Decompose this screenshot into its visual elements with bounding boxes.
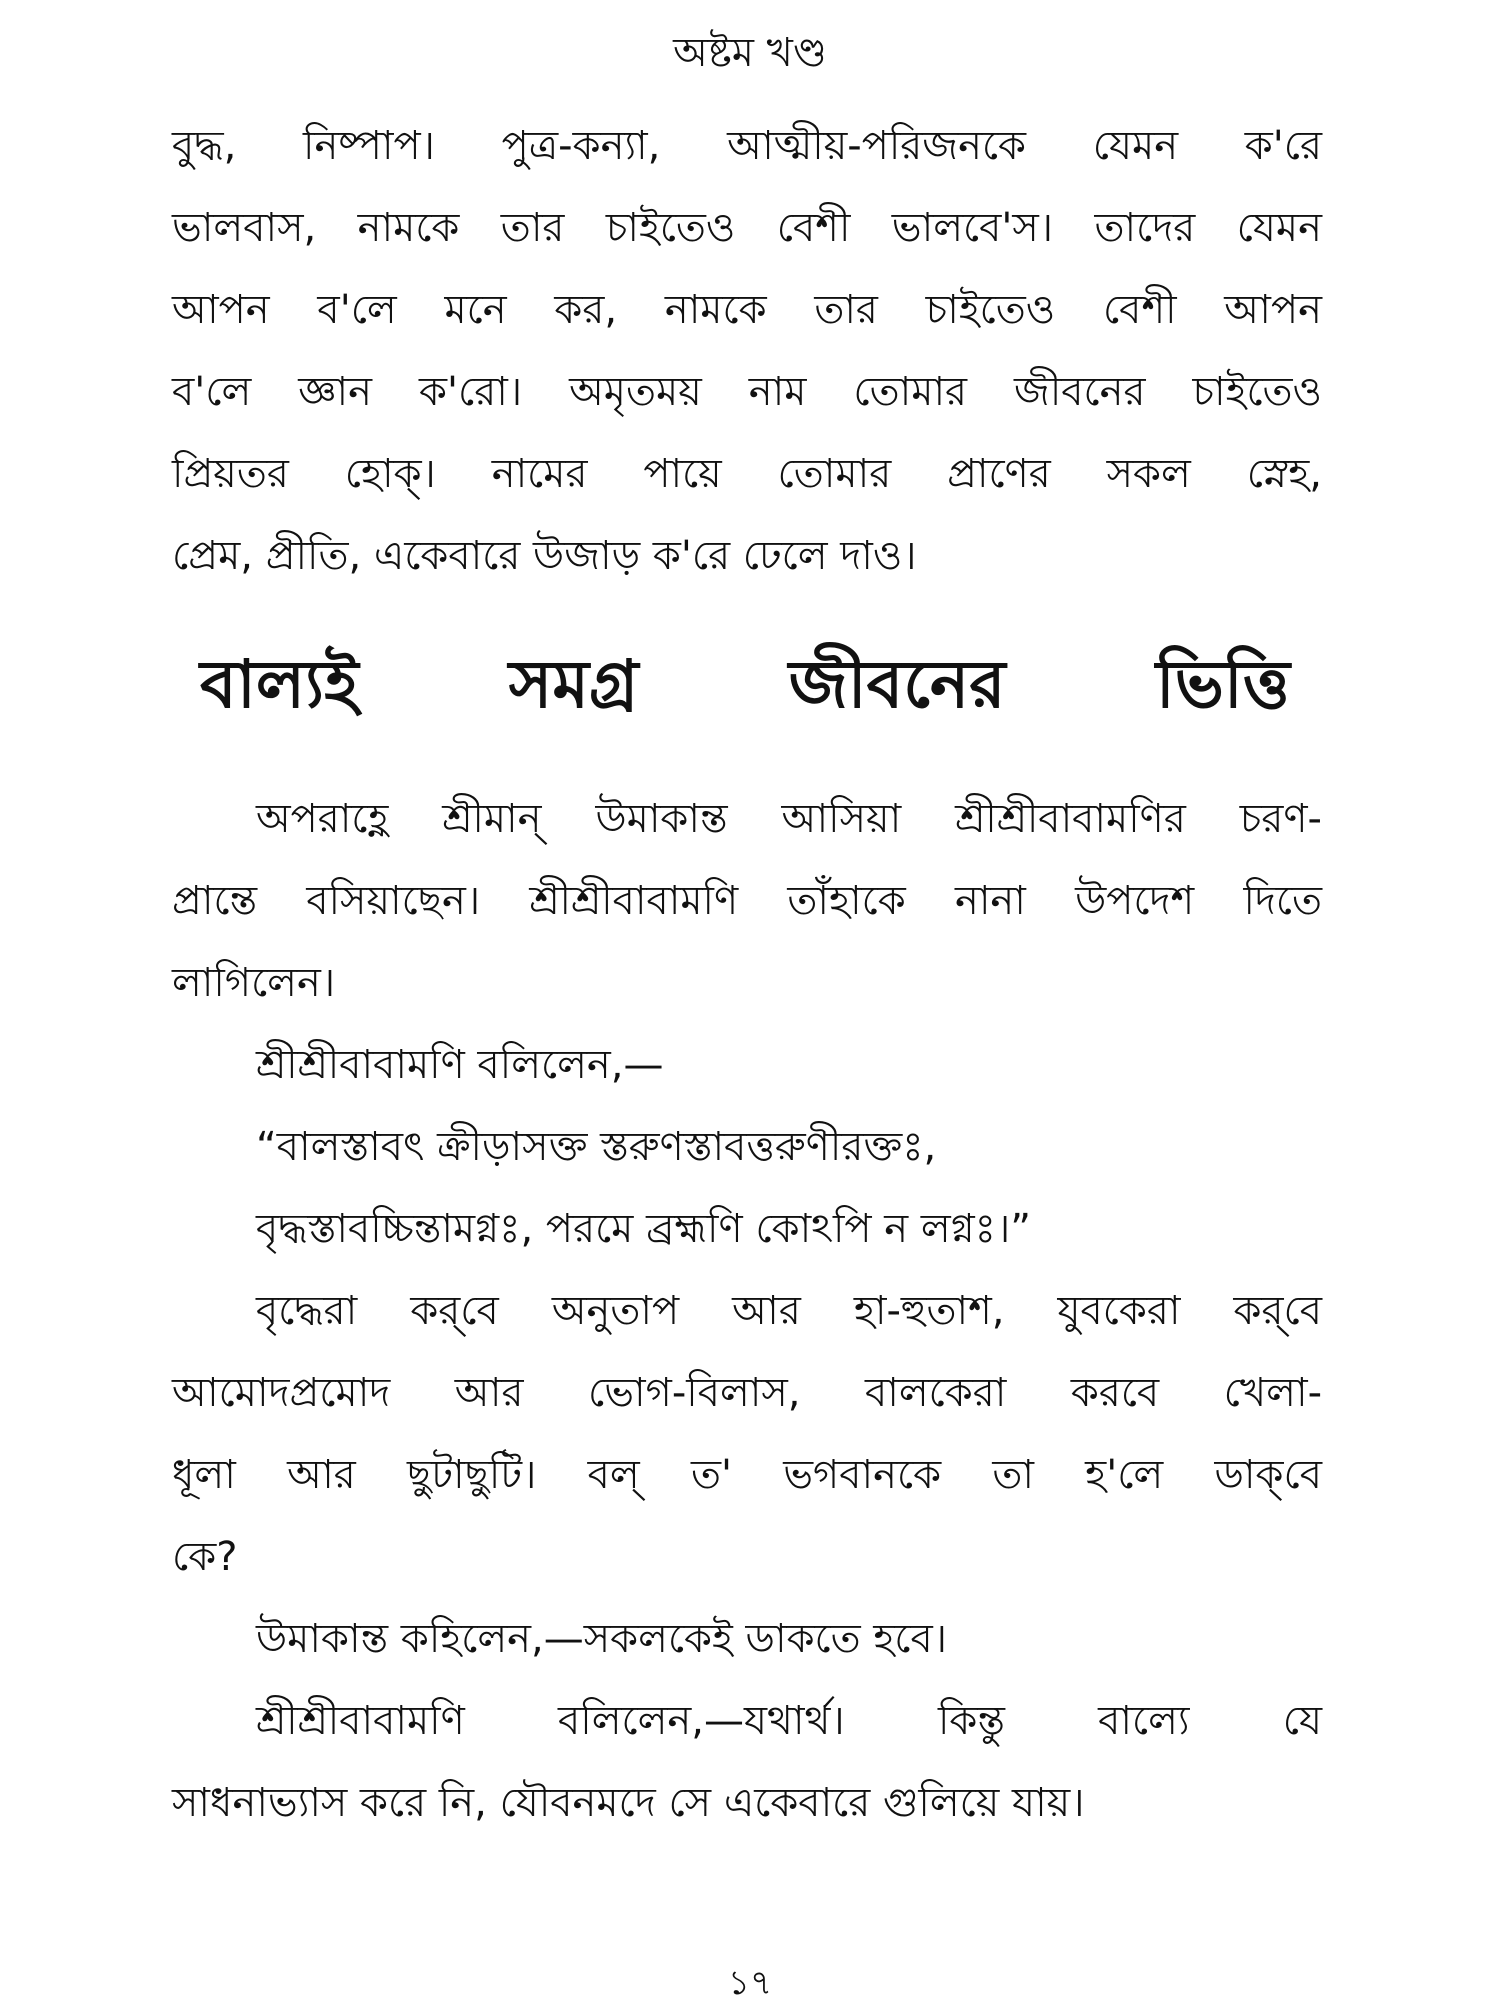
text-line: কে?	[172, 1534, 238, 1580]
text-line: সাধনাভ্যাস করে নি, যৌবনমদে সে একেবারে গুলিয়ে যায়।	[172, 1780, 1085, 1826]
text-line: প্রেম, প্রীতি, একেবারে উজাড় ক'রে ঢেলে দাও।	[172, 533, 917, 579]
reply-line: উমাকান্ত কহিলেন,—সকলকেই ডাকতে হবে।	[256, 1616, 948, 1662]
text-line: প্রিয়তর হোক্। নামের পায়ে তোমার প্রাণের সকল স্নেহ,	[172, 451, 1322, 497]
section-heading: বাল্যই সমগ্র জীবনের ভিত্তি	[200, 646, 1290, 723]
text-line: শ্রীশ্রীবাবামণি বলিলেন,—যথার্থ। কিন্তু বাল্যে যে	[256, 1698, 1322, 1744]
paragraph-1	[172, 105, 1322, 597]
running-head: অষ্টম খণ্ড	[673, 30, 827, 76]
text-line: ব'লে জ্ঞান ক'রো। অমৃতময় নাম তোমার জীবনের চাইতেও	[172, 369, 1322, 415]
text-line: আমোদপ্রমোদ আর ভোগ-বিলাস, বালকেরা করবে খেলা-	[172, 1370, 1322, 1416]
text-line: ধূলা আর ছুটাছুটি। বল্ ত' ভগবানকে তা হ'লে ডাক্‌বে	[172, 1452, 1322, 1498]
verse-line: বৃদ্ধস্তাবচ্চিন্তামগ্নঃ, পরমে ব্রহ্মণি কোঽপি ন লগ্নঃ।”	[256, 1206, 1032, 1252]
text-line: অপরাহ্ণে শ্রীমান্ উমাকান্ত আসিয়া শ্রীশ্রীবাবামণির চরণ-	[256, 796, 1322, 842]
text-line: প্রান্তে বসিয়াছেন। শ্রীশ্রীবাবামণি তাঁহাকে নানা উপদেশ দিতে	[172, 878, 1322, 924]
text-line: লাগিলেন।	[172, 960, 336, 1006]
text-line: বৃদ্ধেরা কর্‌বে অনুতাপ আর হা-হুতাশ, যুবকেরা কর্‌বে	[256, 1288, 1322, 1334]
text-line: ভালবাস, নামকে তার চাইতেও বেশী ভালবে'স। তাদের যেমন	[172, 205, 1322, 251]
page-number: ১৭	[727, 1966, 773, 2000]
paragraph-2	[172, 778, 1322, 1844]
verse-line: “বালস্তাবৎ ক্রীড়াসক্ত স্তরুণস্তাবত্তরুণীরক্তঃ,	[256, 1124, 937, 1170]
text-line: বুদ্ধ, নিষ্পাপ। পুত্র-কন্যা, আত্মীয়-পরিজনকে যেমন ক'রে	[172, 123, 1322, 169]
speech-line: শ্রীশ্রীবাবামণি বলিলেন,—	[256, 1042, 664, 1088]
text-line: আপন ব'লে মনে কর, নামকে তার চাইতেও বেশী আপন	[172, 287, 1322, 333]
